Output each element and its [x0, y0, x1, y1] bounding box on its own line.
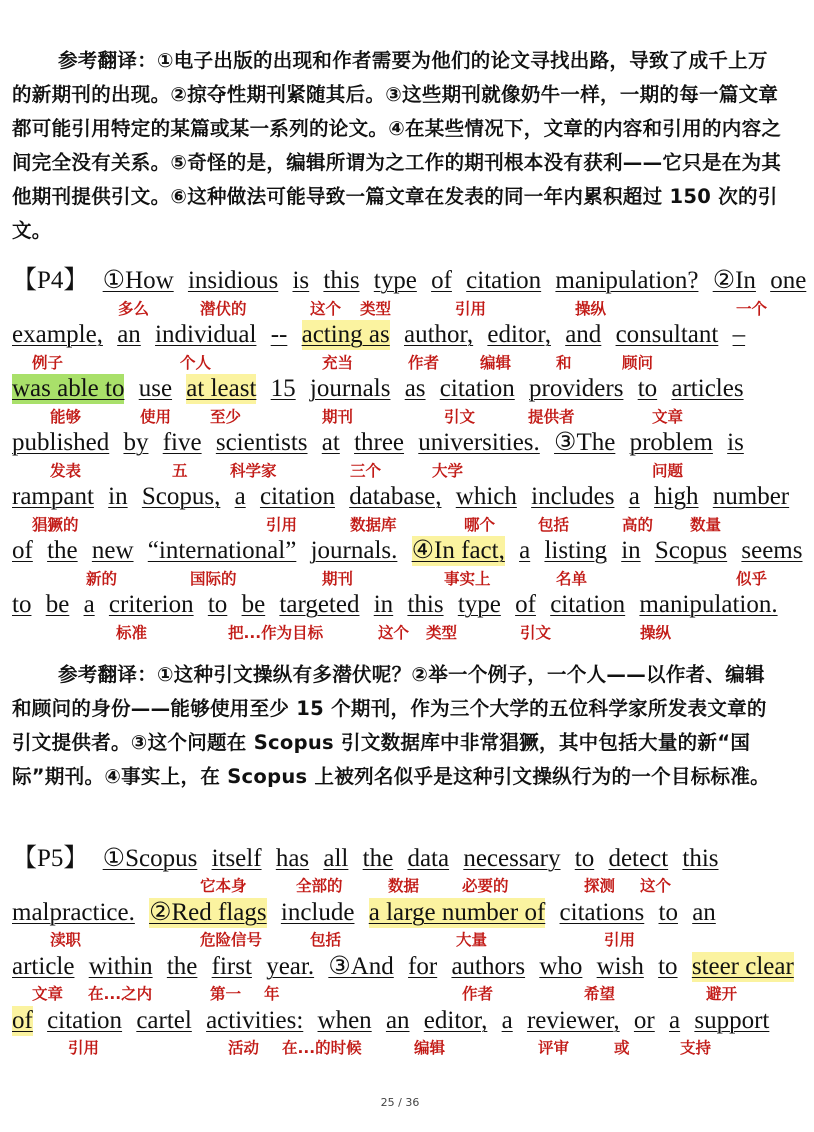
word: an	[385, 1007, 410, 1034]
word: rampant	[12, 483, 94, 510]
word: targeted	[279, 591, 360, 618]
gloss: 和	[556, 354, 572, 372]
p4-line-4	[12, 428, 752, 458]
gloss: 国际的	[190, 570, 237, 588]
word: citation	[259, 483, 335, 510]
word: a	[669, 1007, 681, 1034]
word: and	[565, 321, 602, 348]
word: five	[162, 429, 202, 456]
gloss: 支持	[680, 1039, 712, 1057]
word: editor,	[487, 321, 551, 348]
word: at	[321, 429, 340, 456]
word: to	[574, 845, 595, 872]
gloss: 使用	[140, 408, 172, 426]
gloss: 数据库	[350, 516, 397, 534]
gloss: 引用	[266, 516, 298, 534]
word-highlighted: steer clear	[691, 953, 794, 980]
word: who	[539, 953, 583, 980]
word: “international”	[147, 537, 297, 564]
gloss: 文章	[652, 408, 684, 426]
gloss: 评审	[538, 1039, 570, 1057]
word: the	[166, 953, 198, 980]
gloss: 能够	[50, 408, 82, 426]
gloss: 期刊	[322, 570, 354, 588]
word: --	[270, 321, 288, 348]
gloss: 三个	[350, 462, 382, 480]
word-highlighted: at least	[186, 375, 257, 402]
gloss: 提供者	[528, 408, 575, 426]
word: problem	[629, 429, 713, 456]
word: or	[633, 1007, 655, 1034]
word: citations	[559, 899, 645, 926]
word: has	[275, 845, 310, 872]
word: in	[373, 591, 394, 618]
word: one	[770, 267, 807, 294]
word: type	[457, 591, 501, 618]
word: use	[138, 375, 173, 402]
word: –	[732, 321, 746, 348]
p4-line-3	[12, 374, 752, 404]
p4-line-2	[12, 320, 753, 350]
gloss: 活动	[228, 1039, 260, 1057]
word: database,	[349, 483, 442, 510]
gloss: 个人	[180, 354, 212, 372]
word: Scopus	[654, 537, 728, 564]
gloss: 例子	[32, 354, 64, 372]
word: data	[407, 845, 450, 872]
word-highlighted: ④In fact,	[411, 537, 505, 564]
word: to	[637, 375, 658, 402]
word: example,	[12, 321, 103, 348]
word: criterion	[108, 591, 194, 618]
word: detect	[608, 845, 669, 872]
gloss: 这个	[378, 624, 410, 642]
gloss: 它本身	[200, 877, 247, 895]
word: itself	[211, 845, 262, 872]
gloss: 猖獗的	[32, 516, 79, 534]
word: to	[207, 591, 228, 618]
gloss: 或	[614, 1039, 630, 1057]
gloss: 一个	[736, 300, 768, 318]
gloss: 新的	[86, 570, 118, 588]
word: a	[519, 537, 531, 564]
p4-line-5	[12, 482, 797, 512]
word: is	[292, 267, 310, 294]
gloss: 必要的	[462, 877, 509, 895]
gloss: 大量	[456, 931, 488, 949]
gloss: 文章	[32, 985, 64, 1003]
word-highlighted: acting as	[301, 321, 390, 348]
gloss: 发表	[50, 462, 82, 480]
word: this	[323, 267, 360, 294]
word: journals	[309, 375, 391, 402]
gloss: 避开	[706, 985, 738, 1003]
word: manipulation.	[639, 591, 778, 618]
word: listing	[544, 537, 607, 564]
gloss: 希望	[584, 985, 616, 1003]
word-highlighted: was able to	[12, 375, 125, 402]
word: to	[658, 899, 678, 926]
gloss: 在...的时候	[282, 1039, 362, 1057]
word: universities.	[418, 429, 540, 456]
p4-line-7	[12, 590, 786, 620]
word: author,	[404, 321, 474, 348]
word: to	[12, 591, 32, 618]
translation-paragraph-1: 参考翻译：①电子出版的出现和作者需要为他们的论文寻找出路，导致了成千上万的新期刊的出现。②掠夺性期刊紧随其后。③这些期刊就像奶牛一样，一期的每一篇文章都可能引用特定的某篇或某一系列的论文。④在某些情况下，文章的内容和引用的内容之间完全没有关系。⑤奇怪的是，编辑所谓为之工作的期刊根本没有获利——它只是在为其他期刊提供引文。⑥这种做法可能导致一篇文章在发表的同一年内累积超过 150 次的引文。	[12, 49, 782, 242]
word: citation	[439, 375, 515, 402]
word: an	[692, 899, 716, 926]
p5-line-2	[12, 898, 724, 928]
word: all	[323, 845, 349, 872]
word: ③The	[554, 429, 616, 456]
word: by	[123, 429, 149, 456]
gloss: 引用	[604, 931, 636, 949]
word: activities:	[206, 1007, 304, 1034]
word: of	[12, 537, 33, 564]
word: manipulation?	[555, 267, 699, 294]
word: to	[658, 953, 678, 980]
gloss: 科学家	[230, 462, 277, 480]
p5-line-4	[12, 1006, 777, 1036]
word: necessary	[463, 845, 561, 872]
gloss: 类型	[426, 624, 458, 642]
word: includes	[531, 483, 615, 510]
gloss: 编辑	[480, 354, 512, 372]
gloss: 引文	[520, 624, 552, 642]
word: a	[83, 591, 95, 618]
word: is	[727, 429, 744, 456]
gloss: 在...之内	[88, 985, 153, 1003]
word: journals.	[310, 537, 398, 564]
word-highlighted: ②Red flags	[149, 899, 267, 926]
word: of	[515, 591, 536, 618]
gloss: 五	[172, 462, 188, 480]
word: be	[45, 591, 70, 618]
gloss: 标准	[116, 624, 148, 642]
word: reviewer,	[526, 1007, 620, 1034]
word: when	[317, 1007, 372, 1034]
word: which	[455, 483, 517, 510]
word: be	[241, 591, 266, 618]
p5-line-3	[12, 952, 802, 982]
gloss: 期刊	[322, 408, 354, 426]
gloss: 数量	[690, 516, 722, 534]
word: citation	[550, 591, 626, 618]
p5-line-1	[12, 844, 727, 874]
gloss: 名单	[556, 570, 588, 588]
gloss: 至少	[210, 408, 242, 426]
word: article	[12, 953, 75, 980]
gloss: 危险信号	[200, 931, 263, 949]
word: an	[117, 321, 141, 348]
word: individual	[155, 321, 257, 348]
word: Scopus,	[141, 483, 221, 510]
gloss: 潜伏的	[200, 300, 247, 318]
word-highlighted: a large number of	[368, 899, 546, 926]
gloss: 渎职	[50, 931, 82, 949]
gloss: 这个	[640, 877, 672, 895]
word: a	[234, 483, 246, 510]
word: type	[373, 267, 417, 294]
gloss: 全部的	[296, 877, 343, 895]
word: new	[91, 537, 134, 564]
paragraph-label-p4: 【P4】	[12, 267, 89, 294]
gloss: 编辑	[414, 1039, 446, 1057]
gloss: 事实上	[444, 570, 491, 588]
word: for	[408, 953, 438, 980]
word: number	[712, 483, 790, 510]
word: within	[88, 953, 153, 980]
word: consultant	[615, 321, 719, 348]
gloss: 充当	[322, 354, 354, 372]
word: authors	[451, 953, 526, 980]
word: citation	[466, 267, 542, 294]
gloss: 作者	[408, 354, 440, 372]
word: first	[211, 953, 252, 980]
word: high	[654, 483, 699, 510]
word: three	[354, 429, 405, 456]
gloss: 包括	[538, 516, 570, 534]
word: support	[694, 1007, 770, 1034]
word: the	[47, 537, 78, 564]
word: include	[280, 899, 355, 926]
word: year.	[266, 953, 315, 980]
gloss: 年	[264, 985, 280, 1003]
gloss: 类型	[360, 300, 392, 318]
gloss: 引文	[444, 408, 476, 426]
p4-line-1	[12, 266, 814, 296]
paragraph-label-p5: 【P5】	[12, 845, 89, 872]
gloss: 这个	[310, 300, 342, 318]
word: in	[621, 537, 641, 564]
word: the	[362, 845, 394, 872]
gloss: 大学	[432, 462, 464, 480]
word: a	[628, 483, 640, 510]
gloss: 数据	[388, 877, 420, 895]
word: this	[407, 591, 444, 618]
translation-paragraph-2: 参考翻译：①这种引文操纵有多潜伏呢？②举一个例子，一个人——以作者、编辑和顾问的身份——能够使用至少 15 个期刊，作为三个大学的五位科学家所发表文章的引文提供者。③这个问题在 Scopus 引文数据库中非常猖獗，其中包括大量的新“国际”期刊。④事实上，在 Scopus 上被列名似乎是这种引文操纵行为的一个目标标准。	[12, 663, 770, 788]
gloss: 多么	[118, 300, 150, 318]
gloss: 似乎	[736, 570, 768, 588]
p4-line-6	[12, 536, 811, 566]
word: this	[682, 845, 719, 872]
gloss: 高的	[622, 516, 654, 534]
gloss: 引用	[68, 1039, 100, 1057]
gloss: 操纵	[640, 624, 672, 642]
word: published	[12, 429, 110, 456]
word: cartel	[136, 1007, 192, 1034]
word: insidious	[187, 267, 279, 294]
gloss: 第一	[210, 985, 242, 1003]
word: wish	[596, 953, 644, 980]
word: of	[431, 267, 452, 294]
gloss: 把...作为目标	[228, 624, 324, 642]
gloss: 操纵	[575, 300, 607, 318]
gloss: 探测	[584, 877, 616, 895]
word: a	[501, 1007, 513, 1034]
word: as	[404, 375, 426, 402]
word: articles	[671, 375, 744, 402]
word: ③And	[328, 953, 394, 980]
word: ①Scopus	[102, 845, 198, 872]
word: scientists	[215, 429, 308, 456]
gloss: 引用	[455, 300, 487, 318]
word: in	[108, 483, 128, 510]
word: citation	[47, 1007, 123, 1034]
word: ①How	[102, 267, 174, 294]
gloss: 问题	[652, 462, 684, 480]
gloss: 哪个	[464, 516, 496, 534]
gloss: 作者	[462, 985, 494, 1003]
word: seems	[741, 537, 803, 564]
word: malpractice.	[12, 899, 135, 926]
word-highlighted: of	[12, 1007, 33, 1034]
gloss: 包括	[310, 931, 342, 949]
page-number: 25 / 36	[380, 1096, 420, 1109]
word: ②In	[712, 267, 756, 294]
word: editor,	[423, 1007, 488, 1034]
gloss: 顾问	[622, 354, 654, 372]
word: providers	[529, 375, 624, 402]
word: 15	[270, 375, 296, 402]
